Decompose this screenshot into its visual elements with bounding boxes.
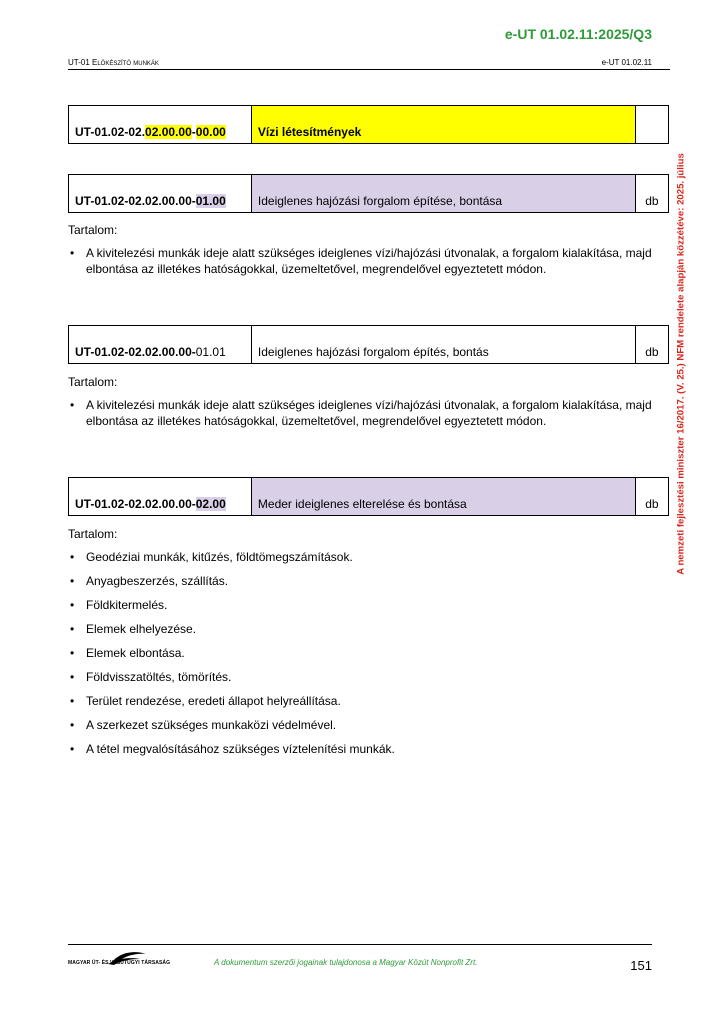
code-part-highlight: 00.00 <box>195 125 226 139</box>
bullet-glyph: • <box>70 742 75 756</box>
code-part: UT-01.02-02.02.00.00- <box>75 497 196 511</box>
list-item-text: Elemek elbontása. <box>86 646 185 660</box>
list-item <box>68 622 663 638</box>
item-table-vizi <box>68 105 669 144</box>
item-unit: db <box>635 175 668 213</box>
bullet-glyph: • <box>70 646 75 660</box>
list-item-text: Anyagbeszerzés, szállítás. <box>86 574 229 588</box>
header-title-text: UT-01 Előkészítő munkák <box>68 58 159 67</box>
bullet-glyph: • <box>70 550 75 564</box>
footer-divider <box>68 944 652 945</box>
list-item-text: A kivitelezési munkák ideje alatt szükséges ideiglenes vízi/hajózási útvonalak, a forgalom kialakítása, majd elbontása az illetékes hatóságokkal, üzemeltetővel, megrendelővel egyeztetett módon. <box>86 246 652 276</box>
item-label: Meder ideiglenes elterelése és bontása <box>251 478 635 516</box>
side-note-text: A nemzeti fejlesztési miniszter 16/2017. (V. 25.) NFM rendelete alapján közzétéve: 2025. július <box>675 153 687 575</box>
tartalom-label: Tartalom: <box>68 375 118 389</box>
list-item-text: Földkitermelés. <box>86 598 168 612</box>
item-label: Ideiglenes hajózási forgalom építése, bontása <box>251 175 635 213</box>
code-part: UT-01.02-02.02.00.00- <box>75 345 196 359</box>
code-part: UT-01.02-02. <box>75 125 146 139</box>
code-part-highlight: 02.00 <box>195 497 226 511</box>
code-part-highlight: 01.00 <box>195 194 226 208</box>
code-part: UT-01.02-02.02.00.00- <box>75 194 196 208</box>
list-item <box>68 694 663 710</box>
bullet-glyph: • <box>70 694 75 708</box>
bullet-glyph: • <box>70 670 75 684</box>
list-item-text: Földvisszatöltés, tömörítés. <box>86 670 232 684</box>
list-item-text: Terület rendezése, eredeti állapot helyreállítása. <box>86 694 341 708</box>
section3-bullets <box>68 550 663 766</box>
section1-bullets <box>68 246 663 277</box>
logo-text: MAGYAR ÚT- ÉS VASÚTÜGYI TÁRSASÁG <box>68 960 171 966</box>
item-unit <box>635 106 668 144</box>
list-item-text: A szerkezet szükséges munkaközi védelmével. <box>86 718 337 732</box>
bullet-glyph: • <box>70 718 75 732</box>
document-code: e-UT 01.02.11:2025/Q3 <box>504 26 652 42</box>
item-table-hajozasi <box>68 174 669 213</box>
item-code <box>69 326 252 364</box>
list-item-text: A tétel megvalósításához szükséges víztelenítési munkák. <box>86 742 395 756</box>
header-section-title <box>68 58 159 67</box>
bullet-glyph: • <box>70 574 75 588</box>
item-label: Vízi létesítmények <box>251 106 635 144</box>
list-item <box>68 398 663 429</box>
list-item-text: Elemek elhelyezése. <box>86 622 197 636</box>
bullet-glyph: • <box>70 598 75 612</box>
item-code <box>69 478 252 516</box>
code-part: - <box>191 125 196 139</box>
item-table-meder <box>68 477 669 516</box>
item-unit: db <box>635 478 668 516</box>
bullet-glyph: • <box>70 622 75 636</box>
list-item-text: A kivitelezési munkák ideje alatt szükséges ideiglenes vízi/hajózási útvonalak, a forgalom kialakítása, majd elbontása az illetékes hatóságokkal, üzemeltetővel, megrendelővel egyeztetett módon. <box>86 398 652 428</box>
list-item <box>68 742 663 758</box>
header-divider <box>68 69 670 70</box>
header-doc-ref: e-UT 01.02.11 <box>601 58 652 67</box>
bullet-glyph: • <box>70 398 75 412</box>
item-code <box>69 106 252 144</box>
list-item <box>68 246 663 277</box>
footer-copyright: A dokumentum szerzői jogainak tulajdonosa a Magyar Közút Nonprofit Zrt. <box>214 958 478 967</box>
item-unit: db <box>635 326 668 364</box>
section2-bullets <box>68 398 663 429</box>
item-code <box>69 175 252 213</box>
tartalom-label: Tartalom: <box>68 527 118 541</box>
code-part-suffix: 01.01 <box>195 345 226 359</box>
list-item <box>68 646 663 662</box>
list-item <box>68 718 663 734</box>
list-item-text: Geodéziai munkák, kitűzés, földtömegszámítások. <box>86 550 353 564</box>
tartalom-label: Tartalom: <box>68 223 118 237</box>
list-item <box>68 550 663 566</box>
list-item <box>68 670 663 686</box>
page-number: 151 <box>630 958 652 973</box>
item-table-hajozasi-sub <box>68 325 669 364</box>
bullet-glyph: • <box>70 246 75 260</box>
list-item <box>68 598 663 614</box>
list-item <box>68 574 663 590</box>
item-label: Ideiglenes hajózási forgalom építés, bontás <box>251 326 635 364</box>
code-part-highlight: 02.00.00 <box>145 125 192 139</box>
